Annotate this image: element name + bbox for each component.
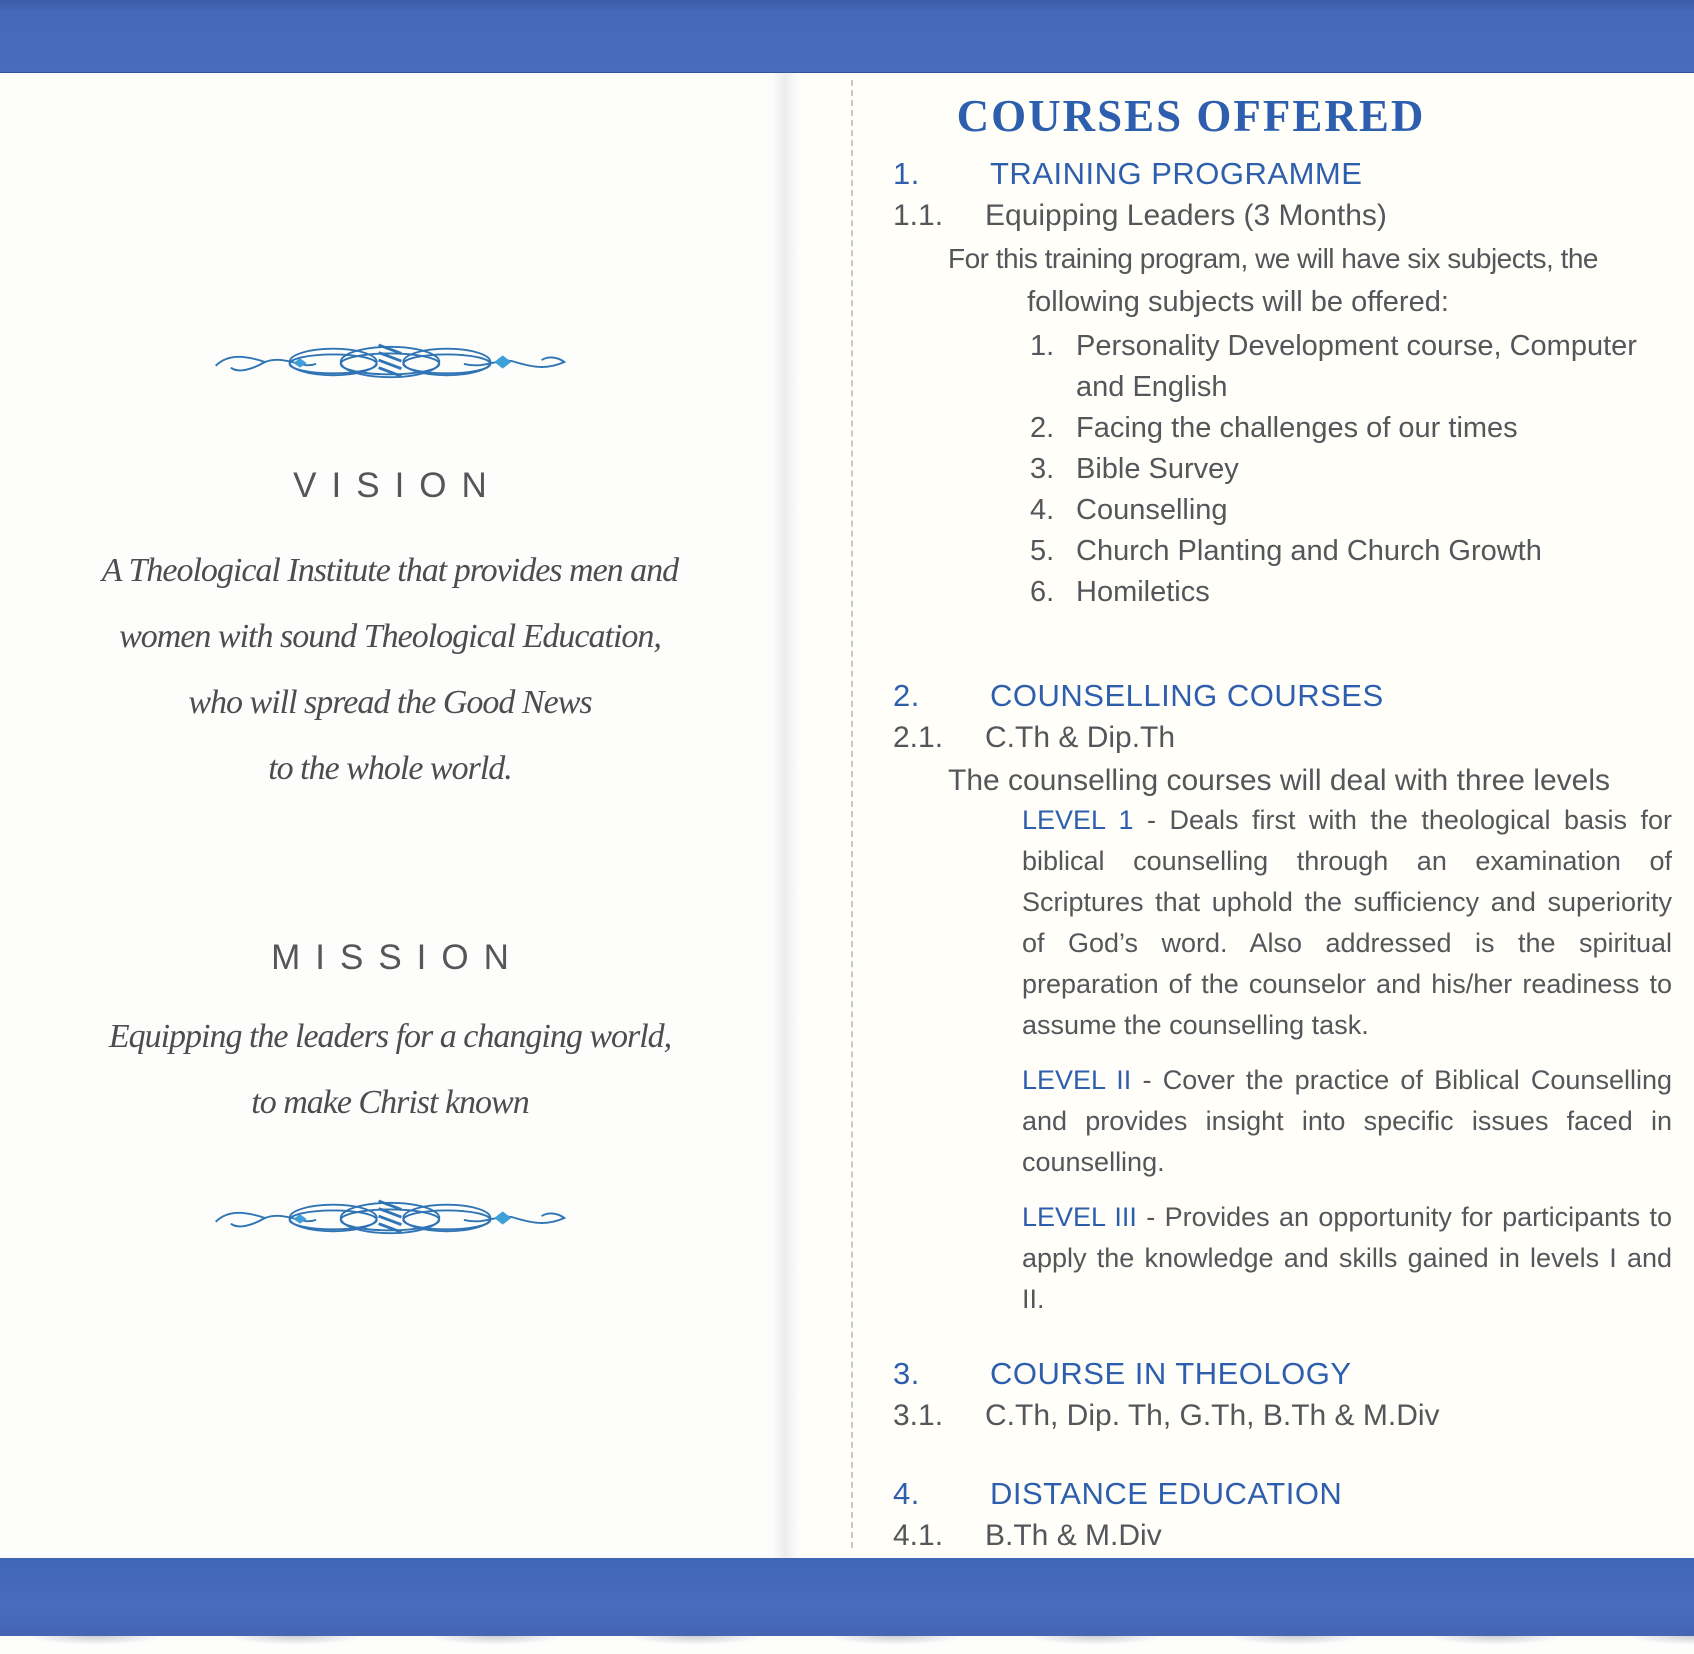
list-item-number: 1. — [1030, 330, 1055, 362]
subsection-equipping-leaders — [893, 199, 1387, 233]
level-text: - Provides an opportunity for participants to apply the knowledge and skills gained in levels I and II. — [1022, 1202, 1672, 1314]
section-heading-counselling-courses — [893, 678, 1384, 714]
center-fold-crease — [772, 72, 798, 1558]
subject-list — [1030, 326, 1666, 613]
training-intro-line: For this training program, we will have six subjects, the — [948, 243, 1598, 274]
level-paragraph — [1022, 1197, 1672, 1320]
mission-text — [25, 1004, 755, 1136]
vision-line: women with sound Theological Education, — [119, 618, 661, 655]
list-item — [1030, 490, 1666, 531]
list-item — [1030, 449, 1666, 490]
fold-dashed-line — [851, 80, 853, 1548]
section-number: 1. — [893, 156, 920, 191]
mission-line: to make Christ known — [251, 1084, 529, 1121]
subsection-distance-degrees — [893, 1519, 1162, 1553]
list-item-text: Counselling — [1076, 494, 1228, 526]
mission-line: Equipping the leaders for a changing world, — [108, 1018, 672, 1055]
list-item-number: 3. — [1030, 453, 1055, 485]
top-blue-band — [0, 0, 1694, 72]
section-number: 4. — [893, 1476, 920, 1511]
training-intro-line: following subjects will be offered: — [1027, 286, 1449, 318]
level-paragraph — [1022, 1060, 1672, 1183]
list-item-text: Church Planting and Church Growth — [1076, 535, 1542, 567]
subsection-text: Equipping Leaders (3 Months) — [985, 199, 1387, 232]
list-item-number: 4. — [1030, 494, 1055, 526]
list-item-text: Bible Survey — [1076, 453, 1239, 485]
counselling-intro-line: The counselling courses will deal with three levels — [948, 764, 1610, 797]
section-heading-distance-education — [893, 1476, 1342, 1512]
list-item-text: Personality Development course, Computer and English — [1076, 330, 1637, 403]
list-item-text: Facing the challenges of our times — [1076, 412, 1518, 444]
subsection-number: 4.1. — [893, 1519, 944, 1552]
subsection-number: 3.1. — [893, 1399, 944, 1432]
level-text: - Deals first with the theological basis for biblical counselling through an examination of Scriptures that uphold the sufficiency and superiority of God’s word. Also addressed is the spiritual preparation of the counselor and his/her readiness to assume the counselling task. — [1022, 805, 1672, 1040]
subsection-text: B.Th & M.Div — [985, 1519, 1162, 1552]
list-item-number: 6. — [1030, 576, 1055, 608]
list-item-text: Homiletics — [1076, 576, 1210, 608]
mission-heading: MISSION — [271, 938, 524, 977]
list-item — [1030, 572, 1666, 613]
subsection-theology-degrees — [893, 1399, 1440, 1433]
list-item — [1030, 531, 1666, 572]
list-item — [1030, 326, 1666, 408]
subsection-text: C.Th & Dip.Th — [985, 721, 1176, 754]
counselling-levels — [1022, 800, 1672, 1334]
flourish-divider-icon — [210, 1186, 570, 1250]
section-heading-course-in-theology — [893, 1356, 1352, 1392]
level-label: LEVEL III — [1022, 1202, 1137, 1232]
level-label: LEVEL 1 — [1022, 805, 1134, 835]
list-item-number: 5. — [1030, 535, 1055, 567]
vision-heading: VISION — [293, 466, 502, 505]
section-title: TRAINING PROGRAMME — [990, 156, 1363, 191]
page-title: COURSES OFFERED — [956, 91, 1426, 141]
subsection-number: 1.1. — [893, 199, 944, 232]
level-label: LEVEL II — [1022, 1065, 1132, 1095]
level-paragraph — [1022, 800, 1672, 1046]
list-item-number: 2. — [1030, 412, 1055, 444]
subsection-cth-dipth — [893, 721, 1175, 755]
subsection-text: C.Th, Dip. Th, G.Th, B.Th & M.Div — [985, 1399, 1440, 1432]
vision-line: A Theological Institute that provides men and — [101, 552, 679, 589]
subsection-number: 2.1. — [893, 721, 944, 754]
section-title: COURSE IN THEOLOGY — [990, 1356, 1352, 1391]
vision-line: to the whole world. — [268, 750, 512, 787]
list-item — [1030, 408, 1666, 449]
bottom-blue-band — [0, 1558, 1694, 1636]
vision-line: who will spread the Good News — [188, 684, 592, 721]
vision-text — [25, 538, 755, 802]
section-number: 2. — [893, 678, 920, 713]
section-heading-training-programme — [893, 156, 1362, 192]
level-text: - Cover the practice of Biblical Counselling and provides insight into specific issues faced in counselling. — [1022, 1065, 1672, 1177]
flourish-divider-icon — [210, 330, 570, 394]
section-title: COUNSELLING COURSES — [990, 678, 1384, 713]
section-title: DISTANCE EDUCATION — [990, 1476, 1343, 1511]
section-number: 3. — [893, 1356, 920, 1391]
